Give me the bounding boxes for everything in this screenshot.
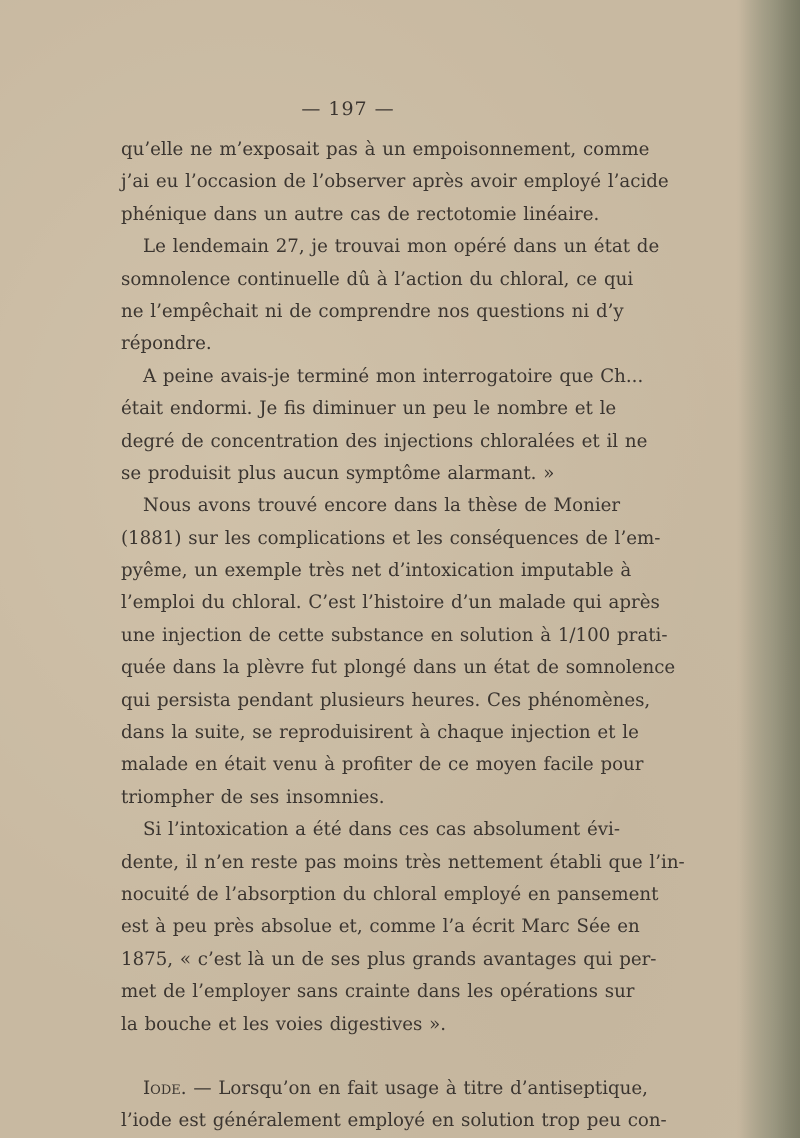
text-line: degré de concentration des injections chloralées et il ne: [121, 430, 648, 452]
text-line: une injection de cette substance en solution à 1/100 prati-: [121, 624, 668, 646]
text-line: se produisit plus aucun symptôme alarmant. »: [121, 462, 555, 484]
text-line: Si l’intoxication a été dans ces cas absolument évi-: [143, 819, 620, 841]
iode-heading: Iode.: [143, 1077, 187, 1099]
text-line: nocuité de l’absorption du chloral employé en pansement: [121, 883, 659, 905]
text-line: ne l’empêchait ni de comprendre nos questions ni d’y: [121, 300, 624, 322]
text-line: A peine avais-je terminé mon interrogatoire que Ch...: [143, 365, 644, 387]
text-line: est à peu près absolue et, comme l’a écrit Marc Sée en: [121, 916, 640, 938]
page-number: [0, 98, 800, 120]
text-line: dente, il n’en reste pas moins très nettement établi que l’in-: [121, 851, 685, 873]
text-line: 1875, « c’est là un de ses plus grands avantages qui per-: [121, 948, 657, 970]
text-line: pyême, un exemple très net d’intoxication imputable à: [121, 560, 632, 582]
text-line: j’ai eu l’occasion de l’observer après avoir employé l’acide: [121, 171, 669, 193]
iode-line-2: l’iode est généralement employé en solution trop peu con-: [121, 1110, 667, 1132]
text-line: dans la suite, se reproduisirent à chaque injection et le: [121, 722, 639, 744]
iode-line-1-text: — Lorsqu’on en fait usage à titre d’antiseptique,: [193, 1077, 648, 1099]
text-line: était endormi. Je fis diminuer un peu le nombre et le: [121, 398, 617, 420]
page-edge-stain: [740, 0, 800, 1138]
text-line: la bouche et les voies digestives ».: [121, 1013, 447, 1035]
text-line: somnolence continuelle dû à l’action du chloral, ce qui: [121, 268, 634, 290]
text-line: qui persista pendant plusieurs heures. Ces phénomènes,: [121, 689, 651, 711]
text-line: l’emploi du chloral. C’est l’histoire d’un malade qui après: [121, 592, 660, 614]
text-line: (1881) sur les complications et les conséquences de l’em-: [121, 527, 661, 549]
text-line: Le lendemain 27, je trouvai mon opéré dans un état de: [143, 236, 660, 258]
text-line: malade en était venu à profiter de ce moyen facile pour: [121, 754, 644, 776]
text-line: qu’elle ne m’exposait pas à un empoisonnement, comme: [121, 139, 650, 160]
text-line: répondre.: [121, 333, 212, 355]
iode-line-1: [121, 1073, 648, 1105]
text-line: Nous avons trouvé encore dans la thèse de Monier: [143, 495, 621, 517]
section-gap: [121, 1041, 561, 1073]
text-line: quée dans la plèvre fut plongé dans un état de somnolence: [121, 657, 676, 679]
paragraph-lines: [121, 134, 685, 1041]
text-line: triompher de ses insomnies.: [121, 786, 385, 808]
text-line: phénique dans un autre cas de rectotomie linéaire.: [121, 203, 600, 225]
page-number-text: — 197 —: [301, 98, 395, 120]
body-text: [121, 134, 685, 1138]
text-line: met de l’employer sans crainte dans les opérations sur: [121, 981, 635, 1003]
